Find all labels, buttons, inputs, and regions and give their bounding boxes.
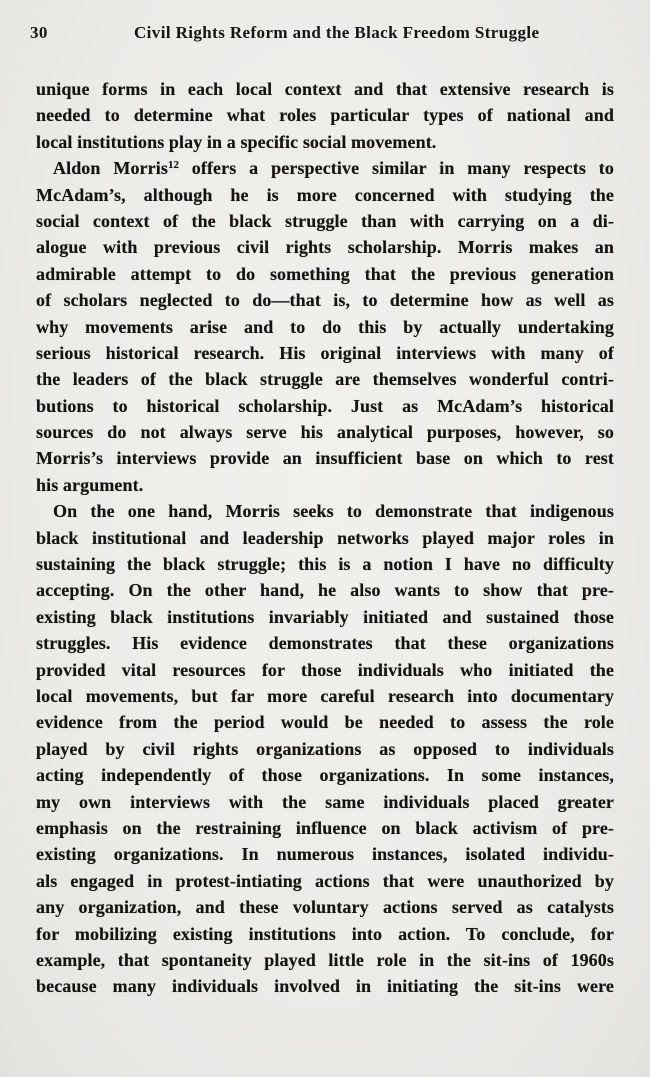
running-head — [30, 23, 614, 47]
text-line: struggles. His evidence demonstrates that these organizations — [36, 633, 614, 654]
text-line: admirable attempt to do something that the previous generation — [36, 263, 614, 284]
text-line: On the one hand, Morris seeks to demonstrate that indigenous — [53, 501, 614, 522]
text-line: Morris’s interviews provide an insufficient base on which to rest — [36, 448, 614, 469]
text-line — [36, 155, 614, 181]
text-line: my own interviews with the same individuals placed greater — [36, 791, 614, 812]
text-line: existing black institutions invariably initiated and sustained those — [36, 606, 614, 627]
text-line: the leaders of the black struggle are themselves wonderful contri- — [36, 369, 614, 390]
text-line: local movements, but far more careful research into documentary — [36, 685, 614, 706]
text-line: example, that spontaneity played little role in the sit-ins of 1960s — [36, 949, 614, 970]
text-line: McAdam’s, although he is more concerned with studying the — [36, 184, 614, 205]
text-line: sustaining the black struggle; this is a notion I have no difficulty — [36, 554, 614, 575]
text-line: emphasis on the restraining influence on black activism of pre- — [36, 817, 614, 838]
text-line: acting independently of those organizations. In some instances, — [36, 765, 614, 786]
text-segment: offers a perspective similar in many respects to — [178, 158, 614, 179]
text-line: butions to historical scholarship. Just as McAdam’s historical — [36, 395, 614, 416]
text-line: because many individuals involved in initiating the sit-ins were — [36, 976, 614, 997]
text-line: als engaged in protest-intiating actions that were unauthorized by — [36, 870, 614, 891]
text-line: black institutional and leadership networks played major roles in — [36, 527, 614, 548]
running-title: Civil Rights Reform and the Black Freedom Struggle — [134, 23, 540, 42]
text-line: serious historical research. His original interviews with many of — [36, 342, 614, 363]
text-line: existing organizations. In numerous instances, isolated individu- — [36, 844, 614, 865]
text-line: provided vital resources for those individuals who initiated the — [36, 659, 614, 680]
text-line: needed to determine what roles particular types of national and — [36, 105, 614, 126]
text-line: his argument. — [36, 474, 144, 495]
text-line: accepting. On the other hand, he also wants to show that pre- — [36, 580, 614, 601]
text-line: evidence from the period would be needed to assess the role — [36, 712, 614, 733]
footnote-marker: 12 — [167, 159, 179, 172]
text-line: for mobilizing existing institutions into action. To conclude, for — [36, 923, 614, 944]
text-segment: Aldon Morris — [53, 158, 168, 179]
text-line: played by civil rights organizations as opposed to individuals — [36, 738, 614, 759]
text-line: social context of the black struggle than with carrying on a di- — [36, 210, 614, 231]
page-number: 30 — [30, 23, 48, 42]
text-line: why movements arise and to do this by actually undertaking — [36, 316, 614, 337]
body-text — [36, 76, 614, 1000]
text-line: alogue with previous civil rights scholarship. Morris makes an — [36, 237, 614, 258]
text-line: any organization, and these voluntary actions served as catalysts — [36, 897, 614, 918]
text-line: unique forms in each local context and that extensive research is — [36, 79, 614, 99]
text-line: of scholars neglected to do—that is, to determine how as well as — [36, 290, 614, 311]
text-line: sources do not always serve his analytical purposes, however, so — [36, 422, 614, 443]
text-line: local institutions play in a specific social movement. — [36, 131, 437, 152]
